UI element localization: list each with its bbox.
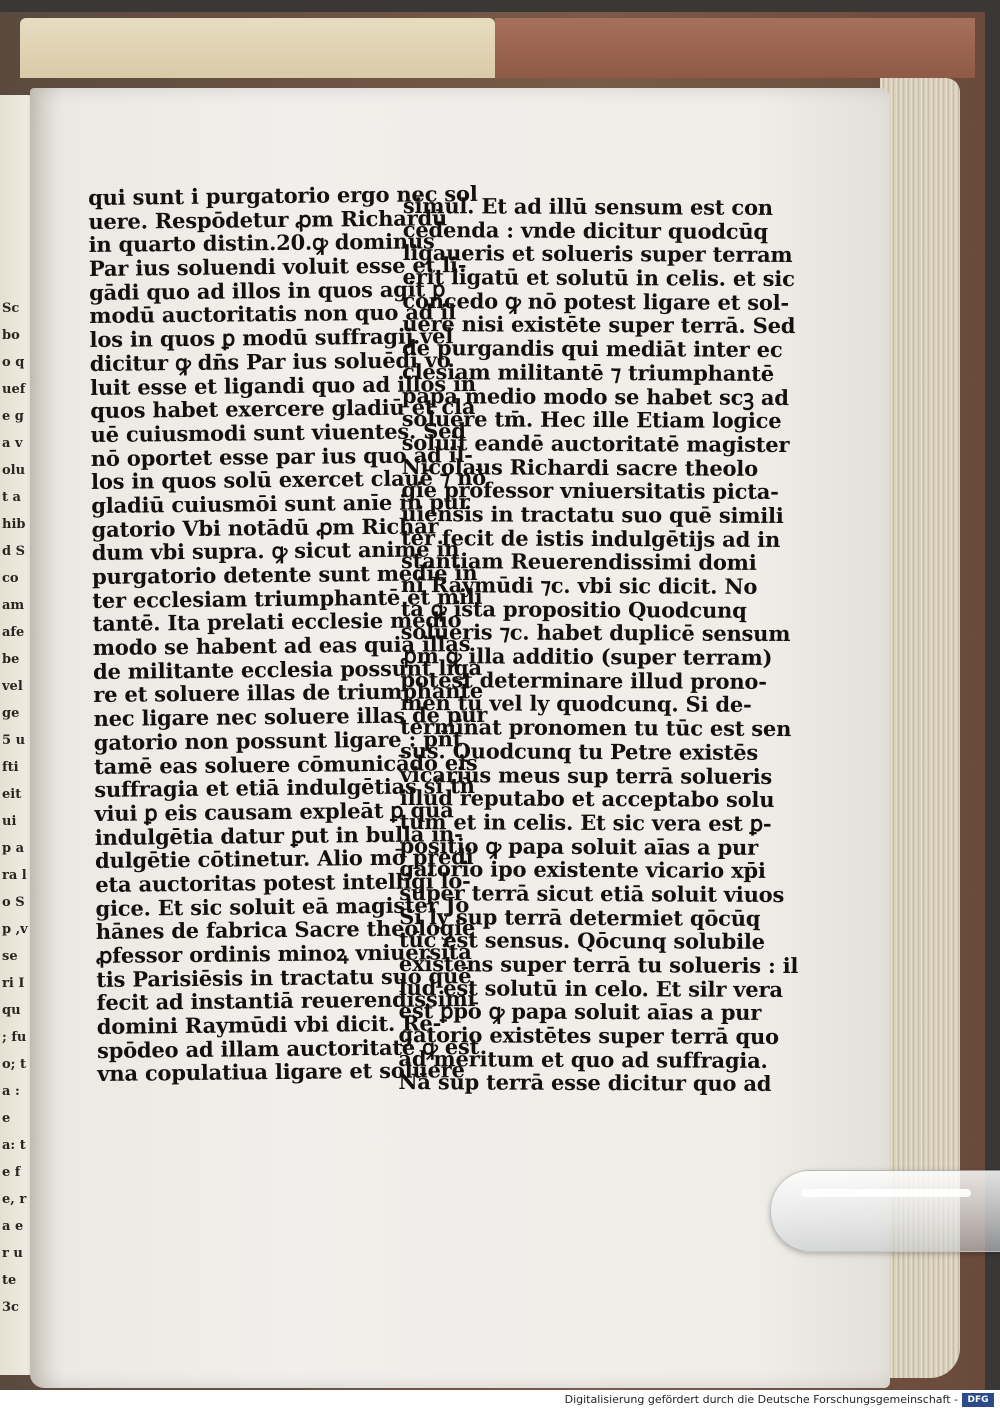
- text-line: tum et in celis. Et sic vera est ꝑ-: [399, 808, 772, 836]
- text-line: gatorio ipo existente vicario xp̄i: [399, 856, 766, 884]
- footer-credit: Digitalisierung gefördert durch die Deutsche Forschungsgemeinschaft -: [564, 1393, 958, 1406]
- text-line: modo se habent ad eas quia illas: [92, 631, 471, 661]
- text-line: terminat pronomen tu tūc est sen: [400, 714, 792, 742]
- text-line: modū auctoritatis non quo ad il: [89, 299, 456, 329]
- text-line: Par ius soluendi voluit esse et li-: [88, 252, 467, 282]
- text-line: Si ly sup terrā determiet qōcūq: [399, 903, 761, 931]
- text-line: tantē. Ita prelati ecclesie medio: [92, 607, 462, 637]
- text-line: tis Parisiēsis in tractatu suo quē: [96, 962, 472, 992]
- text-line: soluere tm̄. Hec ille Etiam logice: [401, 406, 782, 434]
- text-line: papa medio modo se habet scꝫ ad: [401, 382, 789, 410]
- text-line: suffragia et etiā indulgētias si tn̄: [94, 773, 475, 803]
- text-line: gatorio non possunt ligare : pn̄t: [93, 725, 463, 755]
- footer-bar: [0, 1390, 1000, 1410]
- text-line: illud reputabo et acceptabo solu: [399, 785, 775, 813]
- text-line: los in quos solū exercet clauē ⁊ nō: [90, 465, 487, 495]
- text-line: simul. Et ad illū sensum est con: [402, 193, 773, 220]
- glass-shine: [801, 1189, 971, 1197]
- text-line: in quarto distin.20.ꝙ dominus: [88, 228, 435, 258]
- text-line: Nā sup terrā esse dicitur quo ad: [398, 1069, 772, 1097]
- text-line: ta ꝙ ista propositio Quodcunq: [400, 595, 747, 623]
- text-line: stantiam Reuerendissimi domi: [401, 548, 757, 576]
- text-line: soluit eandē auctoritatē magister: [401, 429, 790, 457]
- text-line: viui ꝑ eis causam expleāt ꝑ qua: [94, 797, 454, 826]
- text-line: erit ligatū et solutū in celis. et sic: [402, 264, 795, 292]
- text-line: domini Raymūdi vbi dicit. Re-: [96, 1010, 442, 1040]
- text-line: dulgētie cōtinetur. Alio mō predi: [94, 844, 474, 874]
- text-line: nō oportet esse par ius quo ad il-: [90, 441, 473, 471]
- left-page-text-fragment: Scbo o quefe ga volut ahib d Sco am afe be vel ge 5 ufti eitui p ara lo Sp ,v se ri Iqu ; fuo; ta :e a: te fe, ra er ute 3c: [2, 301, 28, 1315]
- text-line: hānes de fabrica Sacre theologie: [95, 915, 476, 945]
- text-line: eta auctoritas potest intelligi lo-: [95, 867, 471, 897]
- text-line: re et soluere illas de triumphante: [93, 678, 484, 708]
- text-line: gādi quo ad illos in quos agit ꝑ: [88, 276, 446, 305]
- text-line: indulgētia datur ꝑut in bulla in-: [94, 820, 463, 850]
- text-line: gice. Et sic soluit eā magister Jo: [95, 891, 470, 921]
- text-line: de militante ecclesia possunt liga: [92, 654, 482, 684]
- text-line: solueris ⁊c. habet duplicē sensum: [400, 619, 791, 647]
- text-line: fecit ad instantiā reuerendissimi: [96, 986, 476, 1016]
- text-line: uere nisi existēte super terrā. Sed: [402, 311, 796, 339]
- text-line: existens super terrā tu solueris : il: [398, 950, 799, 979]
- text-line: ni Raymūdi ⁊c. vbi sic dicit. No: [400, 571, 758, 599]
- text-line: de purgandis qui mediāt inter ec: [402, 335, 783, 363]
- text-line: men tu vel ly quodcunq. Si de-: [400, 690, 752, 718]
- text-line: Nicolaus Richardi sacre theolo: [401, 453, 758, 481]
- binding-top-edge-right: [495, 18, 975, 78]
- text-line: dicitur ꝙ dn̄s Par ius soluēdi vo: [89, 347, 451, 376]
- text-line: ꝓfessor ordinis minoꝝ vniuersita: [95, 939, 472, 968]
- text-line: gatorio Vbi notādū ꝓm Richar: [91, 512, 439, 542]
- text-line: uiensis in tractatu suo quē simili: [401, 500, 784, 528]
- text-line: ad meritum et quo ad suffragia.: [398, 1045, 768, 1073]
- text-line: sus. Quodcunq tu Petre existēs: [400, 737, 759, 765]
- text-line: purgatorio detente sunt medie in: [91, 559, 478, 589]
- dfg-logo[interactable]: DFG: [962, 1393, 994, 1407]
- text-line: lud est solutū in celo. Et silr vera: [398, 974, 783, 1002]
- text-line: luit esse et ligandi quo ad illos in: [89, 370, 476, 400]
- text-line: nec ligare nec soluere illas de pur: [93, 701, 488, 732]
- text-line: super terrā sicut etiā soluit viuos: [399, 879, 785, 907]
- text-line: clesiam militantē ⁊ triumphantē: [402, 358, 774, 386]
- binding-top-edge: [20, 18, 495, 78]
- right-text-column: [398, 193, 799, 1097]
- text-line: tūc est sensus. Qōcunq solubile: [399, 927, 765, 955]
- text-line: los in quos ꝑ modū suffragij.vel: [89, 323, 454, 353]
- text-line: gatorio existētes super terrā quo: [398, 1022, 779, 1050]
- text-line: uere. Respōdetur ꝓm Richardū: [88, 204, 448, 234]
- text-line: ꝓm ꝙ illa additio (super terram): [400, 643, 773, 671]
- text-line: tamē eas soluere cōmunicādo eis: [93, 749, 478, 779]
- text-line: qui sunt i purgatorio ergo nec sol: [87, 180, 478, 210]
- text-line: potest determinare illud prono-: [400, 666, 767, 694]
- text-line: concedo ꝙ nō potest ligare et sol-: [402, 287, 790, 315]
- text-line: gie professor vniuersitatis picta-: [401, 477, 779, 505]
- text-line: dum vbi supra. ꝙ sicut anime in: [91, 536, 460, 566]
- text-line: est ꝑpō ꝙ papa soluit aīas a pur: [398, 998, 762, 1026]
- glass-page-weight: [770, 1170, 1000, 1252]
- text-line: positio ꝙ papa soluit aīas a pur: [399, 832, 759, 860]
- text-line: spōdeo ad illam auctoritatē ꝙ est: [96, 1033, 480, 1063]
- text-line: ligaueris et solueris super terram: [402, 240, 793, 268]
- text-line: uē cuiusmodi sunt viuentes. Sed: [90, 417, 466, 447]
- text-line: quos habet exercere gladiū et cla: [90, 394, 476, 424]
- left-text-column: [87, 180, 488, 1087]
- text-line: cedenda : vnde dicitur quodcūq: [402, 216, 768, 244]
- text-line: ter fecit de istis indulgētijs ad in: [401, 524, 781, 552]
- text-line: vicarius meus sup terrā solueris: [399, 761, 773, 789]
- text-line: vna copulatiua ligare et soluere: [97, 1057, 465, 1087]
- text-line: gladiū cuiusmōi sunt anīe in pur: [91, 488, 470, 518]
- text-line: ter ecclesiam triumphantē et mili: [92, 583, 483, 613]
